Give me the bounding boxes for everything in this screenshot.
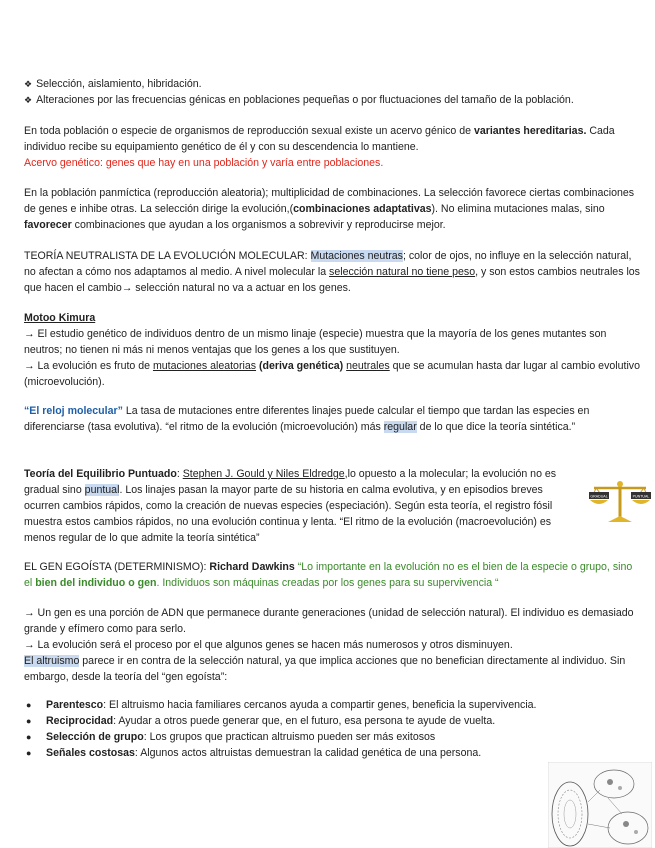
balance-scale-image	[588, 478, 652, 526]
list-item: ● Reciprocidad: Ayudar a otros puede generar que, en el futuro, esa persona te ayude de vuelta.	[24, 713, 642, 729]
diamond-bullet-icon: ❖	[24, 79, 33, 89]
list-item: ❖ Selección, aislamiento, hibridación.	[24, 78, 202, 90]
kimura-section: Motoo Kimura → El estudio genético de individuos dentro de un mismo linaje (especie) muestra que la mayoría de los genes mutantes son neutros; no tienen ni más ni menos ventajas que los genes a los que sustituyen. → La evolución es fruto de mutaciones aleatorias (deriva genética) neutrales que se acumulan hasta dar lugar al cambio evolutivo (microevolución).	[24, 312, 640, 388]
panmictica-paragraph: En la población panmíctica (reproducción aleatoria); multiplicidad de combinaciones. La selección favorece ciertas combinaciones de genes e inhibe otras. La selección dirige la evolución,(combinaciones adaptativas). No elimina mutaciones malas, sino favorecer combinaciones que ayudan a los organismos a sobrevivir y reproducirse mejor.	[24, 187, 635, 231]
acervo-definition: Acervo genético: genes que hay en una población y varía entre poblaciones.	[24, 157, 384, 169]
list-item: ❖ Alteraciones por las frecuencias génicas en poblaciones pequeñas o por fluctuaciones del tamaño de la población.	[24, 94, 574, 106]
list-item: ● Parentesco: El altruismo hacia familiares cercanos ayuda a compartir genes, beneficia la supervivencia.	[24, 697, 642, 713]
list-item: ● Selección de grupo: Los grupos que practican altruismo pueden ser más exitosos	[24, 729, 642, 745]
cell-diagram-image	[548, 762, 652, 848]
acervo-paragraph: En toda población o especie de organismos de reproducción sexual existe un acervo génico de variantes hereditarias. Cada individuo recibe su equipamiento genético de él y con su descendencia lo mantiene. Acervo genético: genes que hay en una población y varía entre poblaciones.	[24, 125, 615, 169]
puntuado-heading: Teoría del Equilibrio Puntuado	[24, 468, 177, 480]
diamond-bullet-icon: ❖	[24, 95, 33, 105]
balance-right-label: PUNTUAL	[632, 494, 650, 499]
balance-left-label: GRADUAL	[590, 494, 608, 499]
gen-section: → Un gen es una porción de ADN que permanece durante generaciones (unidad de selección natural). El individuo es demasiado grande y efímero como para serlo. → La evolución será el proceso por el que algunos genes se hacen más numerosos y otros disminuyen. El altruismo parece ir en contra de la selección natural, ya que implica acciones que no benefician directamente al individuo. Sin embargo, desde la teoría del “gen egoísta”:	[24, 607, 634, 683]
reloj-heading: “El reloj molecular”	[24, 405, 123, 417]
gen-egoista-paragraph: EL GEN EGOÍSTA (DETERMINISMO): Richard Dawkins “Lo importante en la evolución no es el bien de la especie o grupo, sino el bien del individuo o gen. Individuos son máquinas creadas por los genes para su supervivencia “	[24, 561, 633, 589]
puntuado-paragraph: Teoría del Equilibrio Puntuado: Stephen J. Gould y Niles Eldredge,lo opuesto a la molecular; la evolución no es gradual sino puntual. Los linajes pasan la mayor parte de su historia en calma evolutiva, y en episodios breves ocurren cambios rápidos, como la creación de nuevas especies (especiación). Según esta teoría, el registro fósil muestra estos cambios rápidos, no una evolución continua y lenta. “El ritmo de la evolución (macroevolución) es menos regular de lo que admite la teoría sintética”	[24, 468, 557, 544]
neutralista-paragraph: TEORÍA NEUTRALISTA DE LA EVOLUCIÓN MOLECULAR: Mutaciones neutras; color de ojos, no influye en la selección natural, no afectan a cómo nos adaptamos al medio. A nivel molecular la selección natural no tiene peso, y son estos cambios neutrales los que hacen el cambio→ selección natural no va a actuar en los genes.	[24, 250, 640, 294]
altruism-bullet-list	[24, 697, 642, 761]
list-item: ● Señales costosas: Algunos actos altruistas demuestran la calidad genética de una persona.	[24, 745, 642, 761]
top-bullet-list	[24, 76, 642, 108]
reloj-paragraph: “El reloj molecular” La tasa de mutaciones entre diferentes linajes puede calcular el tiempo que tardan las especies en diferenciarse (tasa evolutiva). “el ritmo de la evolución (microevolución) más regular de lo que dice la teoría sintética.”	[24, 405, 590, 433]
kimura-heading: Motoo Kimura	[24, 312, 96, 324]
